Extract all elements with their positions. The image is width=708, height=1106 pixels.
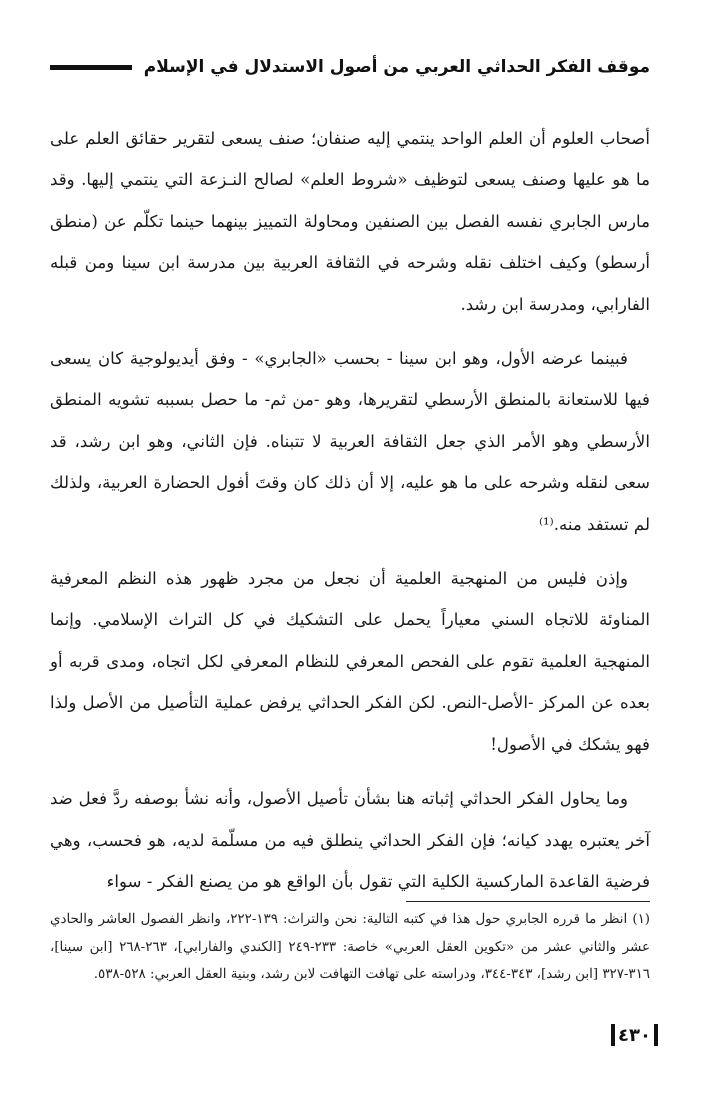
footnote-separator <box>406 901 650 902</box>
page-number-box <box>611 1024 658 1046</box>
paragraph-1: أصحاب العلوم أن العلم الواحد ينتمي إليه صنفان؛ صنف يسعى لتقرير حقائق العلم على ما هو عليها وصنف يسعى لتوظيف «شروط العلم» لصالح النـزعة التي ينتمي إليها. وقد مارس الجابري نفسه الفصل بين الصنفين ومحاولة التمييز بينهما حينما تكلّم عن (منطق أرسطو) وكيف اختلف نقله وشرحه في الثقافة العربية بين مدرسة ابن سينا ومن قبله الفارابي، ومدرسة ابن رشد. <box>50 129 650 314</box>
page-number-bar-left <box>654 1024 658 1046</box>
footnotes <box>50 906 650 989</box>
paragraph-2: فبينما عرضه الأول، وهو ابن سينا - بحسب «الجابري» - وفق أيديولوجية كان يسعى فيها للاستعانة بالمنطق الأرسطي لتقريرها، وهو -من ثم- ما حصل بسببه تشويه المنطق الأرسطي وهو الأمر الذي جعل الثقافة العربية لا تتبناه. فإن الثاني، وهو ابن رشد، قد سعى لنقله وشرحه على ما هو عليه، إلا أن ذلك كان وقتَ أفول الحضارة العربية، ولذلك لم تستفد منه.⁽¹⁾ <box>50 349 650 534</box>
page-number-bar-right <box>611 1024 615 1046</box>
paragraph-4: وما يحاول الفكر الحداثي إثباته هنا بشأن تأصيل الأصول، وأنه نشأ بوصفه ردَّ فعل ضد آخر يعتبره يهدد كيانه؛ فإن الفكر الحداثي ينطلق فيه من مسلّمة لديه، هو فحسب، وهي فرضية القاعدة الماركسية الكلية التي تقول بأن الواقع هو من يصنع الفكر - سواء <box>50 789 650 891</box>
footnote-1: (١) انظر ما قرره الجابري حول هذا في كتبه التالية: نحن والتراث: ١٣٩-٢٢٢، وانظر الفصول العاشر والحادي عشر والثاني عشر من «تكوين العقل العربي» خاصة: ٢٣٣-٢٤٩ [الكندي والفارابي]، ٢٦٣-٢٦٨ [ابن سينا]، ٣١٦-٣٢٧ [ابن رشد]، ٣٤٣-٣٤٤، ودراسته على تهافت التهافت لابن رشد، وبنية العقل العربي: ٥٢٨-٥٣٨. <box>50 912 651 983</box>
paragraph-3: وإذن فليس من المنهجية العلمية أن نجعل من مجرد ظهور هذه النظم المعرفية المناوئة للاتجاه السني معياراً يحمل على التشكيك في كل التراث الإسلامي. وإنما المنهجية العلمية تقوم على الفحص المعرفي للنظام المعرفي لكل اتجاه، ومدى قربه أو بعده عن المركز -الأصل-النص. لكن الفكر الحداثي يرفض عملية التأصيل من الأصل ولذا فهو يشكك في الأصول! <box>50 569 650 754</box>
header-rule <box>50 65 132 70</box>
running-header <box>50 52 650 82</box>
page-number: ٤٣٠ <box>618 1024 651 1046</box>
running-header-title: موقف الفكر الحداثي العربي من أصول الاستدلال في الإسلام <box>143 57 650 77</box>
body-text <box>50 118 650 902</box>
